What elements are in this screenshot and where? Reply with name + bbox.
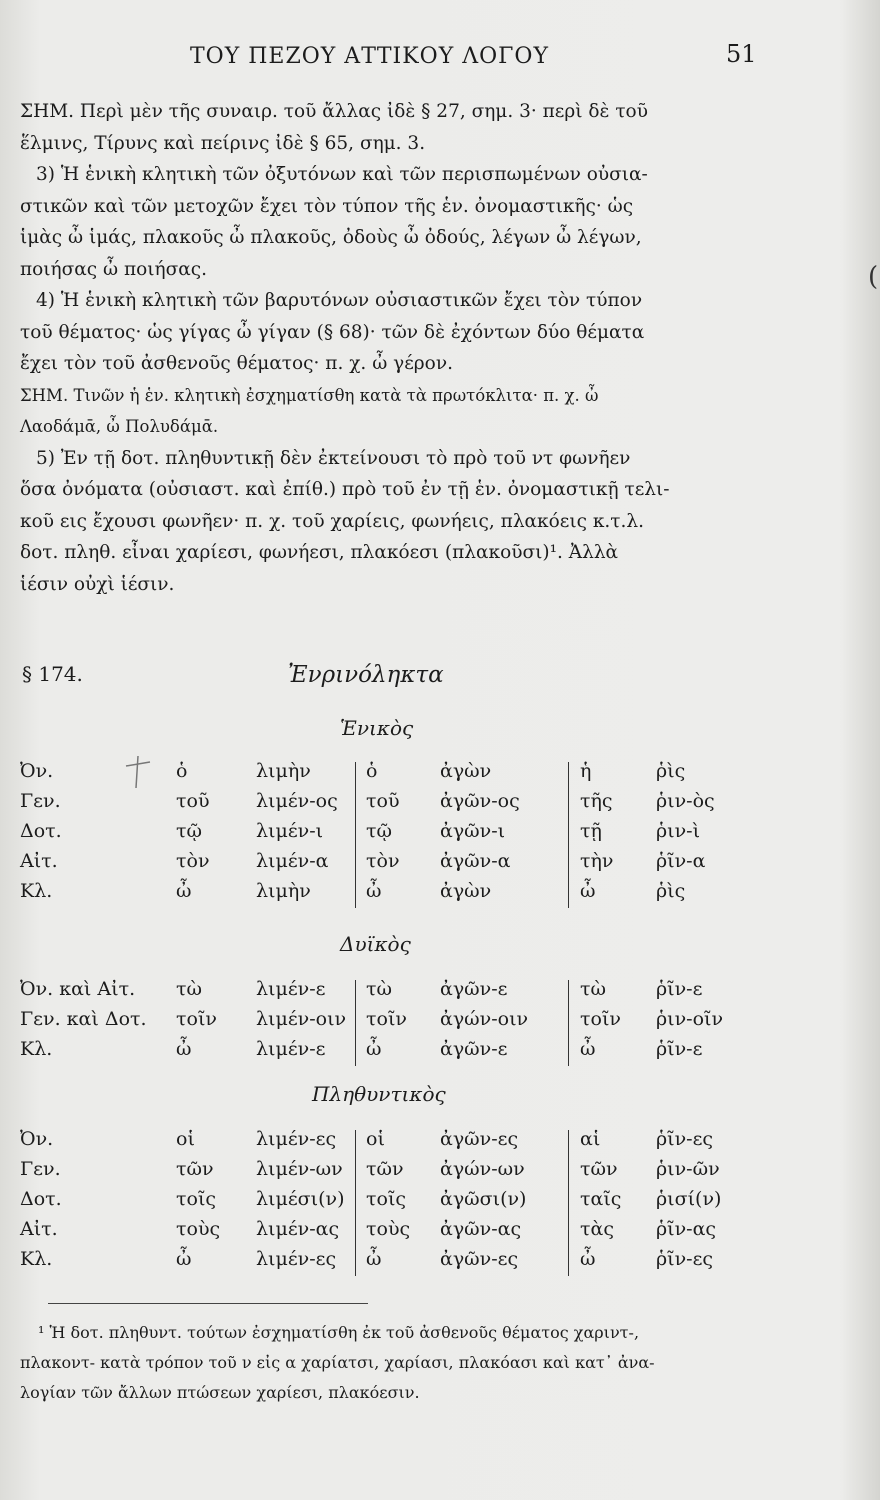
article-cell: τοῖς: [366, 1188, 407, 1210]
article-cell: ἡ: [580, 760, 592, 782]
article-cell: τῷ: [176, 820, 203, 842]
article-cell: ὁ: [366, 760, 378, 782]
article-cell: τὼ: [580, 978, 607, 1000]
article-cell: ὦ: [366, 1038, 382, 1060]
noun-form-cell: ῥῖν-ε: [656, 1038, 703, 1060]
text-line: ΣΗΜ. Περὶ μὲν τῆς συναιρ. τοῦ ἄλλας ἰδὲ § 27, σημ. 3· περὶ δὲ τοῦ: [20, 101, 648, 122]
article-cell: τὸν: [176, 850, 210, 872]
noun-form-cell: λιμέν-ε: [256, 1038, 326, 1060]
text-line: Λαοδάμᾱ, ὦ Πολυδάμᾱ.: [20, 417, 219, 436]
page-number: 51: [726, 40, 757, 68]
noun-form-cell: ἀγῶσι(ν): [440, 1188, 527, 1210]
text-line: ἕλμινς, Τίρυνς καὶ πείρινς ἰδὲ § 65, σημ. 3.: [20, 132, 426, 154]
noun-form-cell: ἀγῶν-ος: [440, 790, 520, 812]
article-cell: τῷ: [366, 820, 393, 842]
article-cell: ταῖς: [580, 1188, 622, 1210]
paradigm-row: [0, 978, 880, 1008]
noun-form-cell: ἀγὼν: [440, 880, 492, 902]
case-label: Ὀν. καὶ Αἰτ.: [20, 978, 136, 1000]
article-cell: τὰς: [580, 1218, 614, 1240]
paradigm-row: [0, 1248, 880, 1278]
text-line: ποιήσας ὦ ποιήσας.: [20, 258, 207, 280]
section-number: § 174.: [22, 662, 83, 686]
noun-form-cell: ῥῖν-ες: [656, 1248, 714, 1270]
column-divider: [355, 762, 356, 908]
article-cell: τοῖν: [176, 1008, 217, 1030]
case-label: Κλ.: [20, 880, 53, 902]
article-cell: τὼ: [176, 978, 203, 1000]
noun-form-cell: ἀγών-οιν: [440, 1008, 529, 1030]
noun-form-cell: ῥιν-οῖν: [656, 1008, 724, 1030]
noun-form-cell: ῥῖν-α: [656, 850, 706, 872]
noun-form-cell: ἀγῶν-ι: [440, 820, 506, 842]
paradigm-row: [0, 1218, 880, 1248]
noun-form-cell: λιμέν-οιν: [256, 1008, 347, 1030]
section-heading: Ἐνρινόληκτα: [288, 662, 444, 688]
article-cell: τῆς: [580, 790, 613, 812]
noun-form-cell: λιμέν-ες: [256, 1128, 337, 1150]
column-divider: [355, 1130, 356, 1276]
footnote-line: ¹ Ἡ δοτ. πληθυντ. τούτων ἐσχηματίσθη ἐκ τοῦ ἀσθενοῦς θέματος χαριντ-,: [38, 1323, 640, 1342]
noun-form-cell: ἀγών-ων: [440, 1158, 525, 1180]
text-line: ὅσα ὀνόματα (οὐσιαστ. καὶ ἐπίθ.) πρὸ τοῦ ἐν τῇ ἑν. ὀνομαστικῇ τελι-: [20, 479, 670, 500]
case-label: Αἰτ.: [20, 1218, 58, 1240]
article-cell: τὴν: [580, 850, 614, 872]
case-label: Αἰτ.: [20, 850, 58, 872]
paradigm-row: [0, 880, 880, 910]
paradigm-row: [0, 1158, 880, 1188]
column-divider: [568, 762, 569, 908]
noun-form-cell: ἀγῶν-ες: [440, 1128, 519, 1150]
article-cell: ὁ: [176, 760, 188, 782]
footnote-line: λογίαν τῶν ἄλλων πτώσεων χαρίεσι, πλακόεσιν.: [20, 1383, 420, 1402]
text-line: ἔχει τὸν τοῦ ἀσθενοῦς θέματος· π. χ. ὦ γέρον.: [20, 353, 453, 374]
article-cell: τοῖν: [580, 1008, 621, 1030]
noun-form-cell: ἀγῶν-α: [440, 850, 511, 872]
noun-form-cell: ῥῖν-ε: [656, 978, 703, 1000]
paradigm-row: [0, 1188, 880, 1218]
article-cell: τῶν: [580, 1158, 618, 1180]
noun-form-cell: ῥιν-ῶν: [656, 1158, 720, 1180]
paradigm-row: [0, 850, 880, 880]
article-cell: τοὺς: [366, 1218, 411, 1240]
footnote-rule: [48, 1303, 368, 1304]
noun-form-cell: λιμέν-ι: [256, 820, 324, 842]
footnote: [20, 1318, 810, 1408]
text-line: 3) Ἡ ἑνικὴ κλητικὴ τῶν ὀξυτόνων καὶ τῶν περισπωμένων οὐσια-: [36, 164, 648, 185]
case-label: Ὀν.: [20, 760, 54, 782]
case-label: Γεν.: [20, 1158, 61, 1180]
article-cell: ὦ: [176, 1248, 192, 1270]
paradigm-row: [0, 1038, 880, 1068]
column-divider: [355, 980, 356, 1066]
text-line: ἱμὰς ὦ ἱμάς, πλακοῦς ὦ πλακοῦς, ὀδοὺς ὦ ὀδούς, λέγων ὦ λέγων,: [20, 227, 642, 248]
paradigm-row: [0, 820, 880, 850]
article-cell: τὸν: [366, 850, 400, 872]
paradigm-row: [0, 790, 880, 820]
column-divider: [568, 980, 569, 1066]
noun-form-cell: λιμέσι(ν): [256, 1188, 345, 1210]
noun-form-cell: ἀγῶν-ε: [440, 978, 508, 1000]
plural-heading: Πληθυντικὸς: [312, 1082, 446, 1106]
article-cell: τοῖν: [366, 1008, 407, 1030]
article-cell: ὦ: [366, 880, 382, 902]
text-line: 5) Ἐν τῇ δοτ. πληθυντικῇ δὲν ἐκτείνουσι τὸ πρὸ τοῦ ντ φωνῆεν: [36, 447, 631, 469]
noun-form-cell: ῥιν-ὸς: [656, 790, 715, 812]
noun-form-cell: ῥῖν-ας: [656, 1218, 717, 1240]
article-cell: τῶν: [366, 1158, 404, 1180]
case-label: Γεν.: [20, 790, 61, 812]
noun-form-cell: ἀγῶν-ε: [440, 1038, 508, 1060]
case-label: Δοτ.: [20, 820, 62, 842]
text-line: δοτ. πληθ. εἶναι χαρίεσι, φωνήεσι, πλακόεσι (πλακοῦσι)¹. Ἀλλὰ: [20, 542, 619, 563]
noun-form-cell: ἀγῶν-ας: [440, 1218, 522, 1240]
running-title: ΤΟΥ ΠΕΖΟΥ ΑΤΤΙΚΟΥ ΛΟΓΟΥ: [190, 44, 549, 69]
case-label: Ὀν.: [20, 1128, 54, 1150]
case-label: Κλ.: [20, 1038, 53, 1060]
singular-heading: Ἑνικὸς: [340, 716, 414, 740]
article-cell: οἱ: [366, 1128, 385, 1150]
noun-form-cell: λιμὴν: [256, 880, 311, 902]
article-cell: ὦ: [176, 880, 192, 902]
noun-form-cell: ἀγὼν: [440, 760, 492, 782]
article-cell: ὦ: [580, 1038, 596, 1060]
article-cell: τοῦ: [366, 790, 400, 812]
text-line: στικῶν καὶ τῶν μετοχῶν ἔχει τὸν τύπον τῆς ἑν. ὀνομαστικῆς· ὡς: [20, 195, 634, 217]
noun-form-cell: λιμέν-ες: [256, 1248, 337, 1270]
text-line: 4) Ἡ ἑνικὴ κλητικὴ τῶν βαρυτόνων οὐσιαστικῶν ἔχει τὸν τύπον: [36, 290, 643, 311]
text-line: ἱέσιν οὐχὶ ἱέσιν.: [20, 573, 175, 595]
dual-heading: Δυϊκὸς: [340, 932, 411, 956]
noun-form-cell: ῥιν-ὶ: [656, 820, 701, 842]
article-cell: αἱ: [580, 1128, 601, 1150]
article-cell: τὼ: [366, 978, 393, 1000]
noun-form-cell: λιμέν-ος: [256, 790, 338, 812]
noun-form-cell: λιμέν-ας: [256, 1218, 340, 1240]
margin-bracket-mark: (: [868, 262, 879, 292]
noun-form-cell: ῥὶς: [656, 760, 686, 782]
article-cell: τοῦ: [176, 790, 210, 812]
text-line: ΣΗΜ. Τινῶν ἡ ἑν. κλητικὴ ἐσχηματίσθη κατὰ τὰ πρωτόκλιτα· π. χ. ὦ: [20, 385, 599, 405]
noun-form-cell: ῥισί(ν): [656, 1188, 722, 1210]
article-cell: οἱ: [176, 1128, 195, 1150]
paradigm-row: [0, 760, 880, 790]
case-label: Δοτ.: [20, 1188, 62, 1210]
body-text: [20, 96, 780, 600]
noun-form-cell: λιμὴν: [256, 760, 311, 782]
article-cell: τῇ: [580, 820, 602, 842]
article-cell: τοὺς: [176, 1218, 221, 1240]
text-line: κοῦ εις ἔχουσι φωνῆεν· π. χ. τοῦ χαρίεις, φωνήεις, πλακόεις κ.τ.λ.: [20, 510, 644, 532]
noun-form-cell: λιμέν-ε: [256, 978, 326, 1000]
noun-form-cell: λιμέν-α: [256, 850, 329, 872]
article-cell: ὦ: [580, 880, 596, 902]
paradigm-row: [0, 1008, 880, 1038]
noun-form-cell: λιμέν-ων: [256, 1158, 343, 1180]
footnote-line: πλακοντ- κατὰ τρόπον τοῦ ν εἰς α χαρίατσι, χαρίασι, πλακόασι καὶ κατ᾽ ἀνα-: [20, 1353, 655, 1372]
noun-form-cell: ῥῖν-ες: [656, 1128, 714, 1150]
article-cell: τοῖς: [176, 1188, 217, 1210]
article-cell: ὦ: [176, 1038, 192, 1060]
paradigm-row: [0, 1128, 880, 1158]
text-line: τοῦ θέματος· ὡς γίγας ὦ γίγαν (§ 68)· τῶν δὲ ἐχόντων δύο θέματα: [20, 321, 645, 343]
article-cell: ὦ: [580, 1248, 596, 1270]
noun-form-cell: ἀγῶν-ες: [440, 1248, 519, 1270]
running-header: [0, 40, 880, 80]
case-label: Κλ.: [20, 1248, 53, 1270]
column-divider: [568, 1130, 569, 1276]
article-cell: τῶν: [176, 1158, 214, 1180]
noun-form-cell: ῥὶς: [656, 880, 686, 902]
article-cell: ὦ: [366, 1248, 382, 1270]
case-label: Γεν. καὶ Δοτ.: [20, 1008, 147, 1030]
